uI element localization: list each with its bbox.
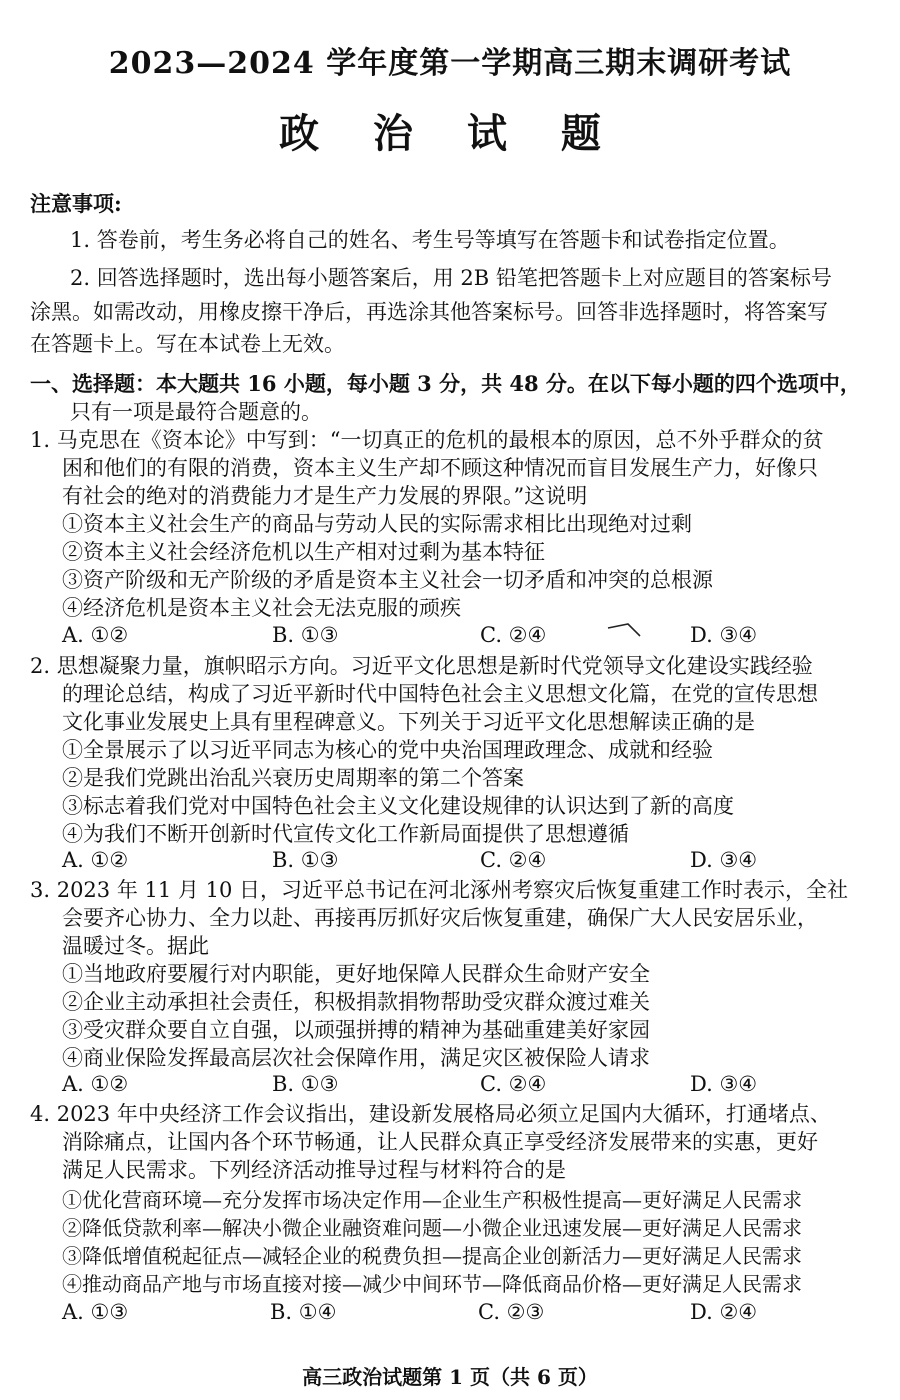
- option-d: D. ③④: [690, 848, 758, 872]
- statement-item: ②企业主动承担社会责任，积极捐款捐物帮助受灾群众渡过难关: [62, 990, 650, 1014]
- question-stem: 文化事业发展史上具有里程碑意义。下列关于习近平文化思想解读正确的是: [62, 710, 755, 734]
- question-stem: 困和他们的有限的消费，资本主义生产却不顾这种情况而盲目发展生产力，好像只: [62, 456, 818, 480]
- option-a: A. ①③: [62, 1300, 129, 1324]
- note-line: 在答题卡上。写在本试卷上无效。: [30, 332, 345, 356]
- option-c: C. ②③: [478, 1300, 545, 1324]
- statement-item: ①资本主义社会生产的商品与劳动人民的实际需求相比出现绝对过剩: [62, 512, 692, 536]
- subject-title: 政 治 试 题: [279, 110, 621, 157]
- page-footer: 高三政治试题第 1 页（共 6 页）: [302, 1365, 598, 1389]
- exam-title: 2023—2024 学年度第一学期高三期末调研考试: [108, 46, 792, 81]
- option-a: A. ①②: [62, 848, 129, 872]
- statement-item: ④为我们不断开创新时代宣传文化工作新局面提供了思想遵循: [62, 822, 629, 846]
- statement-item: ④经济危机是资本主义社会无法克服的顽疾: [62, 596, 461, 620]
- statement-item: ④商业保险发挥最高层次社会保障作用，满足灾区被保险人请求: [62, 1046, 650, 1070]
- option-b: B. ①③: [272, 848, 339, 872]
- note-line: 2. 回答选择题时，选出每小题答案后，用 2B 铅笔把答题卡上对应题目的答案标号: [70, 266, 832, 290]
- question-stem: 的理论总结，构成了习近平新时代中国特色社会主义思想文化篇，在党的宣传思想: [62, 682, 818, 706]
- section-header: [30, 370, 861, 398]
- question-stem: 会要齐心协力、全力以赴、再接再厉抓好灾后恢复重建，确保广大人民安居乐业，: [62, 906, 818, 930]
- statement-item: ①优化营商环境—充分发挥市场决定作用—企业生产积极性提高—更好满足人民需求: [62, 1188, 802, 1212]
- question-stem: 温暖过冬。据此: [62, 934, 209, 958]
- note-line: 涂黑。如需改动，用橡皮擦干净后，再选涂其他答案标号。回答非选择题时，将答案写: [30, 300, 828, 324]
- option-d: D. ②④: [690, 1300, 758, 1324]
- option-c: C. ②④: [480, 1072, 547, 1096]
- statement-item: ④推动商品产地与市场直接对接—减少中间环节—降低商品价格—更好满足人民需求: [62, 1272, 802, 1296]
- question-stem: 消除痛点，让国内各个环节畅通，让人民群众真正享受经济发展带来的实惠，更好: [62, 1130, 818, 1154]
- notes-heading: 注意事项:: [30, 191, 122, 216]
- option-b: B. ①③: [272, 1072, 339, 1096]
- statement-item: ③受灾群众要自立自强，以顽强拼搏的精神为基础重建美好家园: [62, 1018, 650, 1042]
- option-c: C. ②④: [480, 623, 547, 647]
- question-stem: 1. 马克思在《资本论》中写到：“一切真正的危机的最根本的原因，总不外乎群众的贫: [30, 428, 824, 452]
- option-a: A. ①②: [62, 1072, 129, 1096]
- statement-item: ③标志着我们党对中国特色社会主义文化建设规律的认识达到了新的高度: [62, 794, 734, 818]
- option-a: A. ①②: [62, 623, 129, 647]
- question-stem: 有社会的绝对的消费能力才是生产力发展的界限。”这说明: [62, 484, 588, 508]
- statement-item: ①当地政府要履行对内职能，更好地保障人民群众生命财产安全: [62, 962, 650, 986]
- question-stem: 满足人民需求。下列经济活动推导过程与材料符合的是: [62, 1158, 566, 1182]
- statement-item: ③降低增值税起征点—减轻企业的税费负担—提高企业创新活力—更好满足人民需求: [62, 1244, 802, 1268]
- option-d: D. ③④: [690, 1072, 758, 1096]
- pen-mark: [606, 620, 646, 640]
- section-line: 只有一项是最符合题意的。: [70, 400, 322, 424]
- section-line: 一、选择题：本大题共 16 小题，每小题 3 分，共 48 分。在以下每小题的四个选项中，: [30, 371, 861, 396]
- note-line: 1. 答卷前，考生务必将自己的姓名、考生号等填写在答题卡和试卷指定位置。: [70, 228, 790, 252]
- statement-item: ③资产阶级和无产阶级的矛盾是资本主义社会一切矛盾和冲突的总根源: [62, 568, 713, 592]
- statement-item: ②资本主义社会经济危机以生产相对过剩为基本特征: [62, 540, 545, 564]
- question-stem: 3. 2023 年 11 月 10 日，习近平总书记在河北涿州考察灾后恢复重建工作时表示，全社: [30, 878, 848, 902]
- statement-item: ①全景展示了以习近平同志为核心的党中央治国理政理念、成就和经验: [62, 738, 713, 762]
- option-b: B. ①④: [270, 1300, 337, 1324]
- statement-item: ②降低贷款利率—解决小微企业融资难问题—小微企业迅速发展—更好满足人民需求: [62, 1216, 802, 1240]
- question-stem: 4. 2023 年中央经济工作会议指出，建设新发展格局必须立足国内大循环，打通堵点、: [30, 1102, 831, 1126]
- option-d: D. ③④: [690, 623, 758, 647]
- option-c: C. ②④: [480, 848, 547, 872]
- option-b: B. ①③: [272, 623, 339, 647]
- question-stem: 2. 思想凝聚力量，旗帜昭示方向。习近平文化思想是新时代党领导文化建设实践经验: [30, 654, 813, 678]
- statement-item: ②是我们党跳出治乱兴衰历史周期率的第二个答案: [62, 766, 524, 790]
